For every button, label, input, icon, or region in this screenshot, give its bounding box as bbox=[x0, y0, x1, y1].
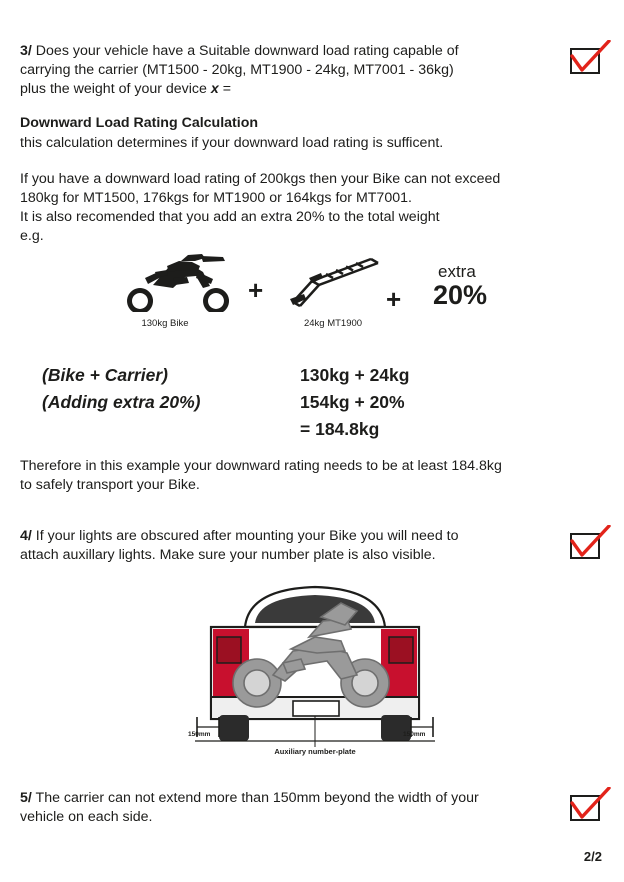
question-3-line-3 bbox=[20, 80, 540, 99]
question-3-text-3b: = bbox=[218, 81, 231, 97]
question-4 bbox=[20, 527, 540, 565]
question-3 bbox=[20, 42, 540, 99]
question-5 bbox=[20, 789, 540, 827]
page-number: 2/2 bbox=[583, 849, 602, 864]
question-3-line-1 bbox=[20, 42, 540, 61]
equation-left-line-1: (Bike + Carrier) bbox=[42, 365, 168, 385]
conclusion-line-2: to safely transport your Bike. bbox=[20, 477, 200, 493]
calculation-body-line-3: It is also recomended that you add an extra 20% to the total weight bbox=[20, 209, 440, 225]
conclusion-line-1: Therefore in this example your downward rating needs to be at least 184.8kg bbox=[20, 458, 502, 474]
check-tick-icon bbox=[569, 40, 613, 76]
question-4-line-2: attach auxillary lights. Make sure your number plate is also visible. bbox=[20, 547, 436, 563]
extra-label: extra bbox=[438, 262, 476, 281]
calculation-heading: Downward Load Rating Calculation bbox=[20, 115, 259, 131]
checkbox-question-4[interactable] bbox=[570, 529, 614, 563]
question-5-line-1 bbox=[20, 789, 540, 808]
plus-sign-2: + bbox=[386, 284, 402, 314]
checkbox-question-5[interactable] bbox=[570, 791, 614, 825]
left-dimension-label: 150mm bbox=[188, 731, 211, 738]
motorcycle-icon bbox=[125, 250, 235, 312]
question-4-text-1: If your lights are obscured after mounting your Bike you will need to bbox=[35, 528, 459, 544]
question-4-number: 4/ bbox=[20, 528, 32, 544]
right-dimension-label: 150mm bbox=[403, 731, 426, 738]
question-3-text-3a: plus the weight of your device bbox=[20, 81, 211, 97]
aux-plate-caption: Auxiliary number-plate bbox=[274, 747, 356, 756]
bike-caption: 130kg Bike bbox=[141, 318, 189, 329]
equation-right-line-1: 130kg + 24kg bbox=[300, 365, 410, 385]
calculation-body bbox=[20, 170, 540, 246]
equation-right-line-2: 154kg + 20% bbox=[300, 392, 405, 412]
carrier-icon bbox=[283, 256, 383, 312]
calculation-intro bbox=[20, 134, 540, 153]
question-3-number: 3/ bbox=[20, 43, 32, 59]
calculation-intro-text: this calculation determines if your downward load rating is sufficent. bbox=[20, 135, 444, 151]
weight-diagram bbox=[20, 250, 540, 345]
question-5-line-2: vehicle on each side. bbox=[20, 809, 153, 825]
question-3-line-2: carrying the carrier (MT1500 - 20kg, MT1900 - 24kg, MT7001 - 36kg) bbox=[20, 62, 454, 78]
carrier-caption: 24kg MT1900 bbox=[303, 318, 363, 329]
vehicle-rear-diagram bbox=[175, 575, 455, 765]
question-3-text-1: Does your vehicle have a Suitable downward load rating capable of bbox=[35, 43, 459, 59]
calculation-body-line-2: 180kg for MT1500, 176kgs for MT1900 or 164kgs for MT7001. bbox=[20, 190, 412, 206]
extra-percent: 20% bbox=[433, 280, 488, 310]
equation-right-line-3: = 184.8kg bbox=[300, 419, 380, 439]
calculation-body-line-4: e.g. bbox=[20, 228, 44, 244]
question-5-number: 5/ bbox=[20, 790, 32, 806]
checkbox-question-3[interactable] bbox=[570, 44, 614, 78]
calculation-conclusion bbox=[20, 457, 540, 495]
equation-left-line-2: (Adding extra 20%) bbox=[42, 392, 201, 412]
question-4-line-1 bbox=[20, 527, 540, 546]
calculation-body-line-1: If you have a downward load rating of 200kgs then your Bike can not exceed bbox=[20, 171, 501, 187]
plus-sign-1: + bbox=[248, 275, 264, 305]
check-tick-icon bbox=[569, 787, 613, 823]
question-3-variable: x bbox=[210, 81, 219, 97]
question-5-text-1: The carrier can not extend more than 150mm beyond the width of your bbox=[35, 790, 479, 806]
check-tick-icon bbox=[569, 525, 613, 561]
